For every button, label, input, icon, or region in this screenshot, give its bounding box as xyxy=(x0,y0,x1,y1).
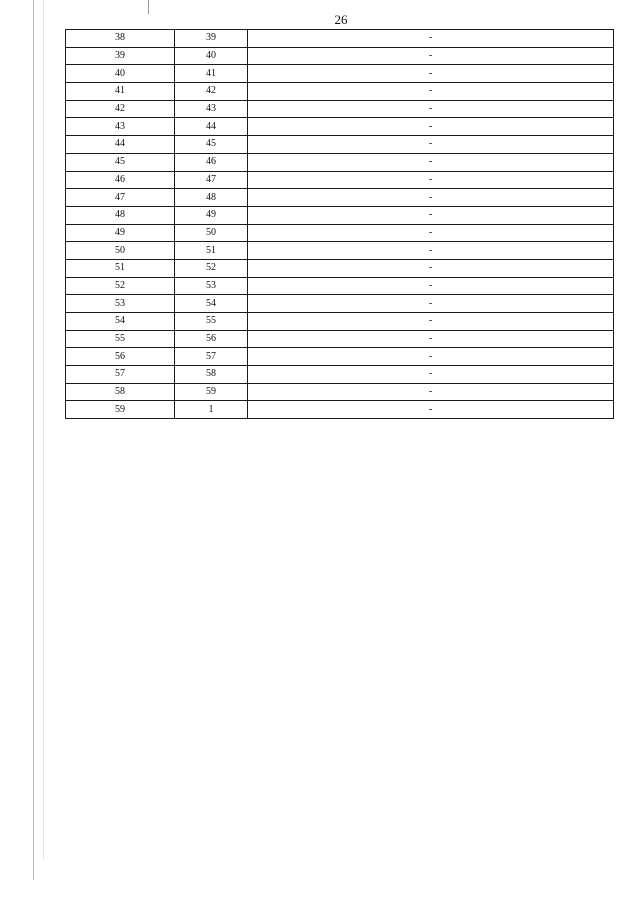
table-row xyxy=(66,171,614,189)
cell-value: - xyxy=(248,366,614,384)
table-row xyxy=(66,100,614,118)
cell-from: 50 xyxy=(66,242,175,260)
cell-value: - xyxy=(248,330,614,348)
cell-value: - xyxy=(248,313,614,331)
cell-to: 50 xyxy=(175,224,248,242)
cell-from: 46 xyxy=(66,171,175,189)
table-body xyxy=(66,30,614,419)
scan-edge-line xyxy=(33,0,34,880)
cell-to: 45 xyxy=(175,136,248,154)
cell-to: 52 xyxy=(175,259,248,277)
table-row xyxy=(66,277,614,295)
cell-from: 38 xyxy=(66,30,175,48)
cell-value: - xyxy=(248,242,614,260)
cell-value: - xyxy=(248,224,614,242)
table-row xyxy=(66,383,614,401)
table-row xyxy=(66,295,614,313)
cell-to: 53 xyxy=(175,277,248,295)
cell-from: 40 xyxy=(66,65,175,83)
cell-value: - xyxy=(248,189,614,207)
cell-value: - xyxy=(248,383,614,401)
cell-to: 54 xyxy=(175,295,248,313)
cell-from: 57 xyxy=(66,366,175,384)
cell-value: - xyxy=(248,83,614,101)
cell-from: 53 xyxy=(66,295,175,313)
table-row xyxy=(66,47,614,65)
cell-from: 43 xyxy=(66,118,175,136)
cell-from: 49 xyxy=(66,224,175,242)
cell-to: 1 xyxy=(175,401,248,419)
cell-from: 51 xyxy=(66,259,175,277)
cell-to: 46 xyxy=(175,153,248,171)
cell-to: 48 xyxy=(175,189,248,207)
cell-from: 41 xyxy=(66,83,175,101)
cell-value: - xyxy=(248,401,614,419)
table-row xyxy=(66,259,614,277)
cell-to: 47 xyxy=(175,171,248,189)
table-row xyxy=(66,313,614,331)
cell-from: 48 xyxy=(66,206,175,224)
cell-from: 42 xyxy=(66,100,175,118)
cell-value: - xyxy=(248,259,614,277)
table-row xyxy=(66,83,614,101)
cell-to: 55 xyxy=(175,313,248,331)
cell-to: 42 xyxy=(175,83,248,101)
table-row xyxy=(66,206,614,224)
cell-to: 40 xyxy=(175,47,248,65)
table-row xyxy=(66,366,614,384)
table-row xyxy=(66,348,614,366)
cell-value: - xyxy=(248,136,614,154)
cell-from: 54 xyxy=(66,313,175,331)
table-row xyxy=(66,224,614,242)
scan-edge-line-faint xyxy=(43,0,44,860)
cell-from: 58 xyxy=(66,383,175,401)
cell-to: 44 xyxy=(175,118,248,136)
table-row xyxy=(66,242,614,260)
data-table xyxy=(65,29,614,419)
cell-value: - xyxy=(248,277,614,295)
cell-value: - xyxy=(248,171,614,189)
cell-to: 58 xyxy=(175,366,248,384)
page-number: 26 xyxy=(334,12,348,27)
cell-value: - xyxy=(248,348,614,366)
cell-from: 39 xyxy=(66,47,175,65)
cell-to: 59 xyxy=(175,383,248,401)
table-row xyxy=(66,401,614,419)
cell-to: 51 xyxy=(175,242,248,260)
cell-value: - xyxy=(248,295,614,313)
cell-value: - xyxy=(248,100,614,118)
table-row xyxy=(66,65,614,83)
cell-to: 49 xyxy=(175,206,248,224)
cell-to: 43 xyxy=(175,100,248,118)
table-row xyxy=(66,136,614,154)
table-row xyxy=(66,118,614,136)
cell-to: 56 xyxy=(175,330,248,348)
cell-value: - xyxy=(248,153,614,171)
cell-to: 57 xyxy=(175,348,248,366)
cell-from: 55 xyxy=(66,330,175,348)
cell-from: 52 xyxy=(66,277,175,295)
cell-from: 56 xyxy=(66,348,175,366)
table-row xyxy=(66,330,614,348)
cell-value: - xyxy=(248,30,614,48)
table-row xyxy=(66,189,614,207)
cell-from: 44 xyxy=(66,136,175,154)
cell-to: 41 xyxy=(175,65,248,83)
cell-value: - xyxy=(248,65,614,83)
cell-from: 45 xyxy=(66,153,175,171)
table-row xyxy=(66,153,614,171)
table-row xyxy=(66,30,614,48)
cell-value: - xyxy=(248,47,614,65)
cell-value: - xyxy=(248,118,614,136)
cell-value: - xyxy=(248,206,614,224)
cell-from: 59 xyxy=(66,401,175,419)
cell-from: 47 xyxy=(66,189,175,207)
cell-to: 39 xyxy=(175,30,248,48)
